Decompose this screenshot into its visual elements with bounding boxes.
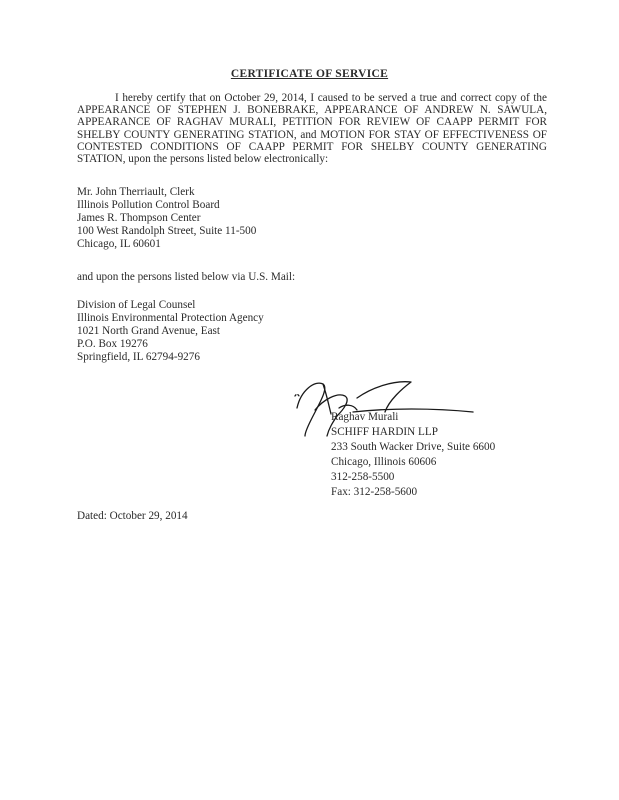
signer-address-line: Chicago, Illinois 60606 xyxy=(331,456,437,468)
address-line: Chicago, IL 60601 xyxy=(77,238,161,250)
address-line: Division of Legal Counsel xyxy=(77,299,196,311)
address-line: Springfield, IL 62794-9276 xyxy=(77,351,200,363)
electronic-recipient-address xyxy=(77,186,377,251)
dated-line: Dated: October 29, 2014 xyxy=(77,510,188,522)
signer-fax: Fax: 312-258-5600 xyxy=(331,486,418,498)
address-line: James R. Thompson Center xyxy=(77,212,201,224)
address-line: P.O. Box 19276 xyxy=(77,338,148,350)
address-line: 100 West Randolph Street, Suite 11-500 xyxy=(77,225,257,237)
address-line: Mr. John Therriault, Clerk xyxy=(77,186,195,198)
signer-firm: SCHIFF HARDIN LLP xyxy=(331,426,438,438)
address-line: Illinois Pollution Control Board xyxy=(77,199,220,211)
address-line: 1021 North Grand Avenue, East xyxy=(77,325,221,337)
certification-paragraph: I hereby certify that on October 29, 2014, I caused to be served a true and correct copy of the APPEARANCE OF STEPHEN J. BONEBRAKE, APPEARANCE OF ANDREW N. SAWULA, APPEARANCE OF RAGHAV MURALI, PETITION FOR REVIEW OF CAAPP PERMIT FOR SHELBY COUNTY GENERATING STATION, and MOTION FOR STAY OF EFFECTIVENESS OF CONTESTED CONDITIONS OF CAAPP PERMIT FOR SHELBY COUNTY GENERATING STATION, upon the persons listed below electronically: xyxy=(77,92,547,166)
address-line: Illinois Environmental Protection Agency xyxy=(77,312,264,324)
signer-phone: 312-258-5500 xyxy=(331,471,395,483)
signer-name: Raghav Murali xyxy=(331,411,399,423)
page-title: CERTIFICATE OF SERVICE xyxy=(230,68,389,80)
mail-intro: and upon the persons listed below via U.S. Mail: xyxy=(77,271,296,283)
signer-address-line: 233 South Wacker Drive, Suite 6600 xyxy=(331,441,496,453)
signature-block xyxy=(331,411,571,501)
mail-recipient-address xyxy=(77,299,377,364)
